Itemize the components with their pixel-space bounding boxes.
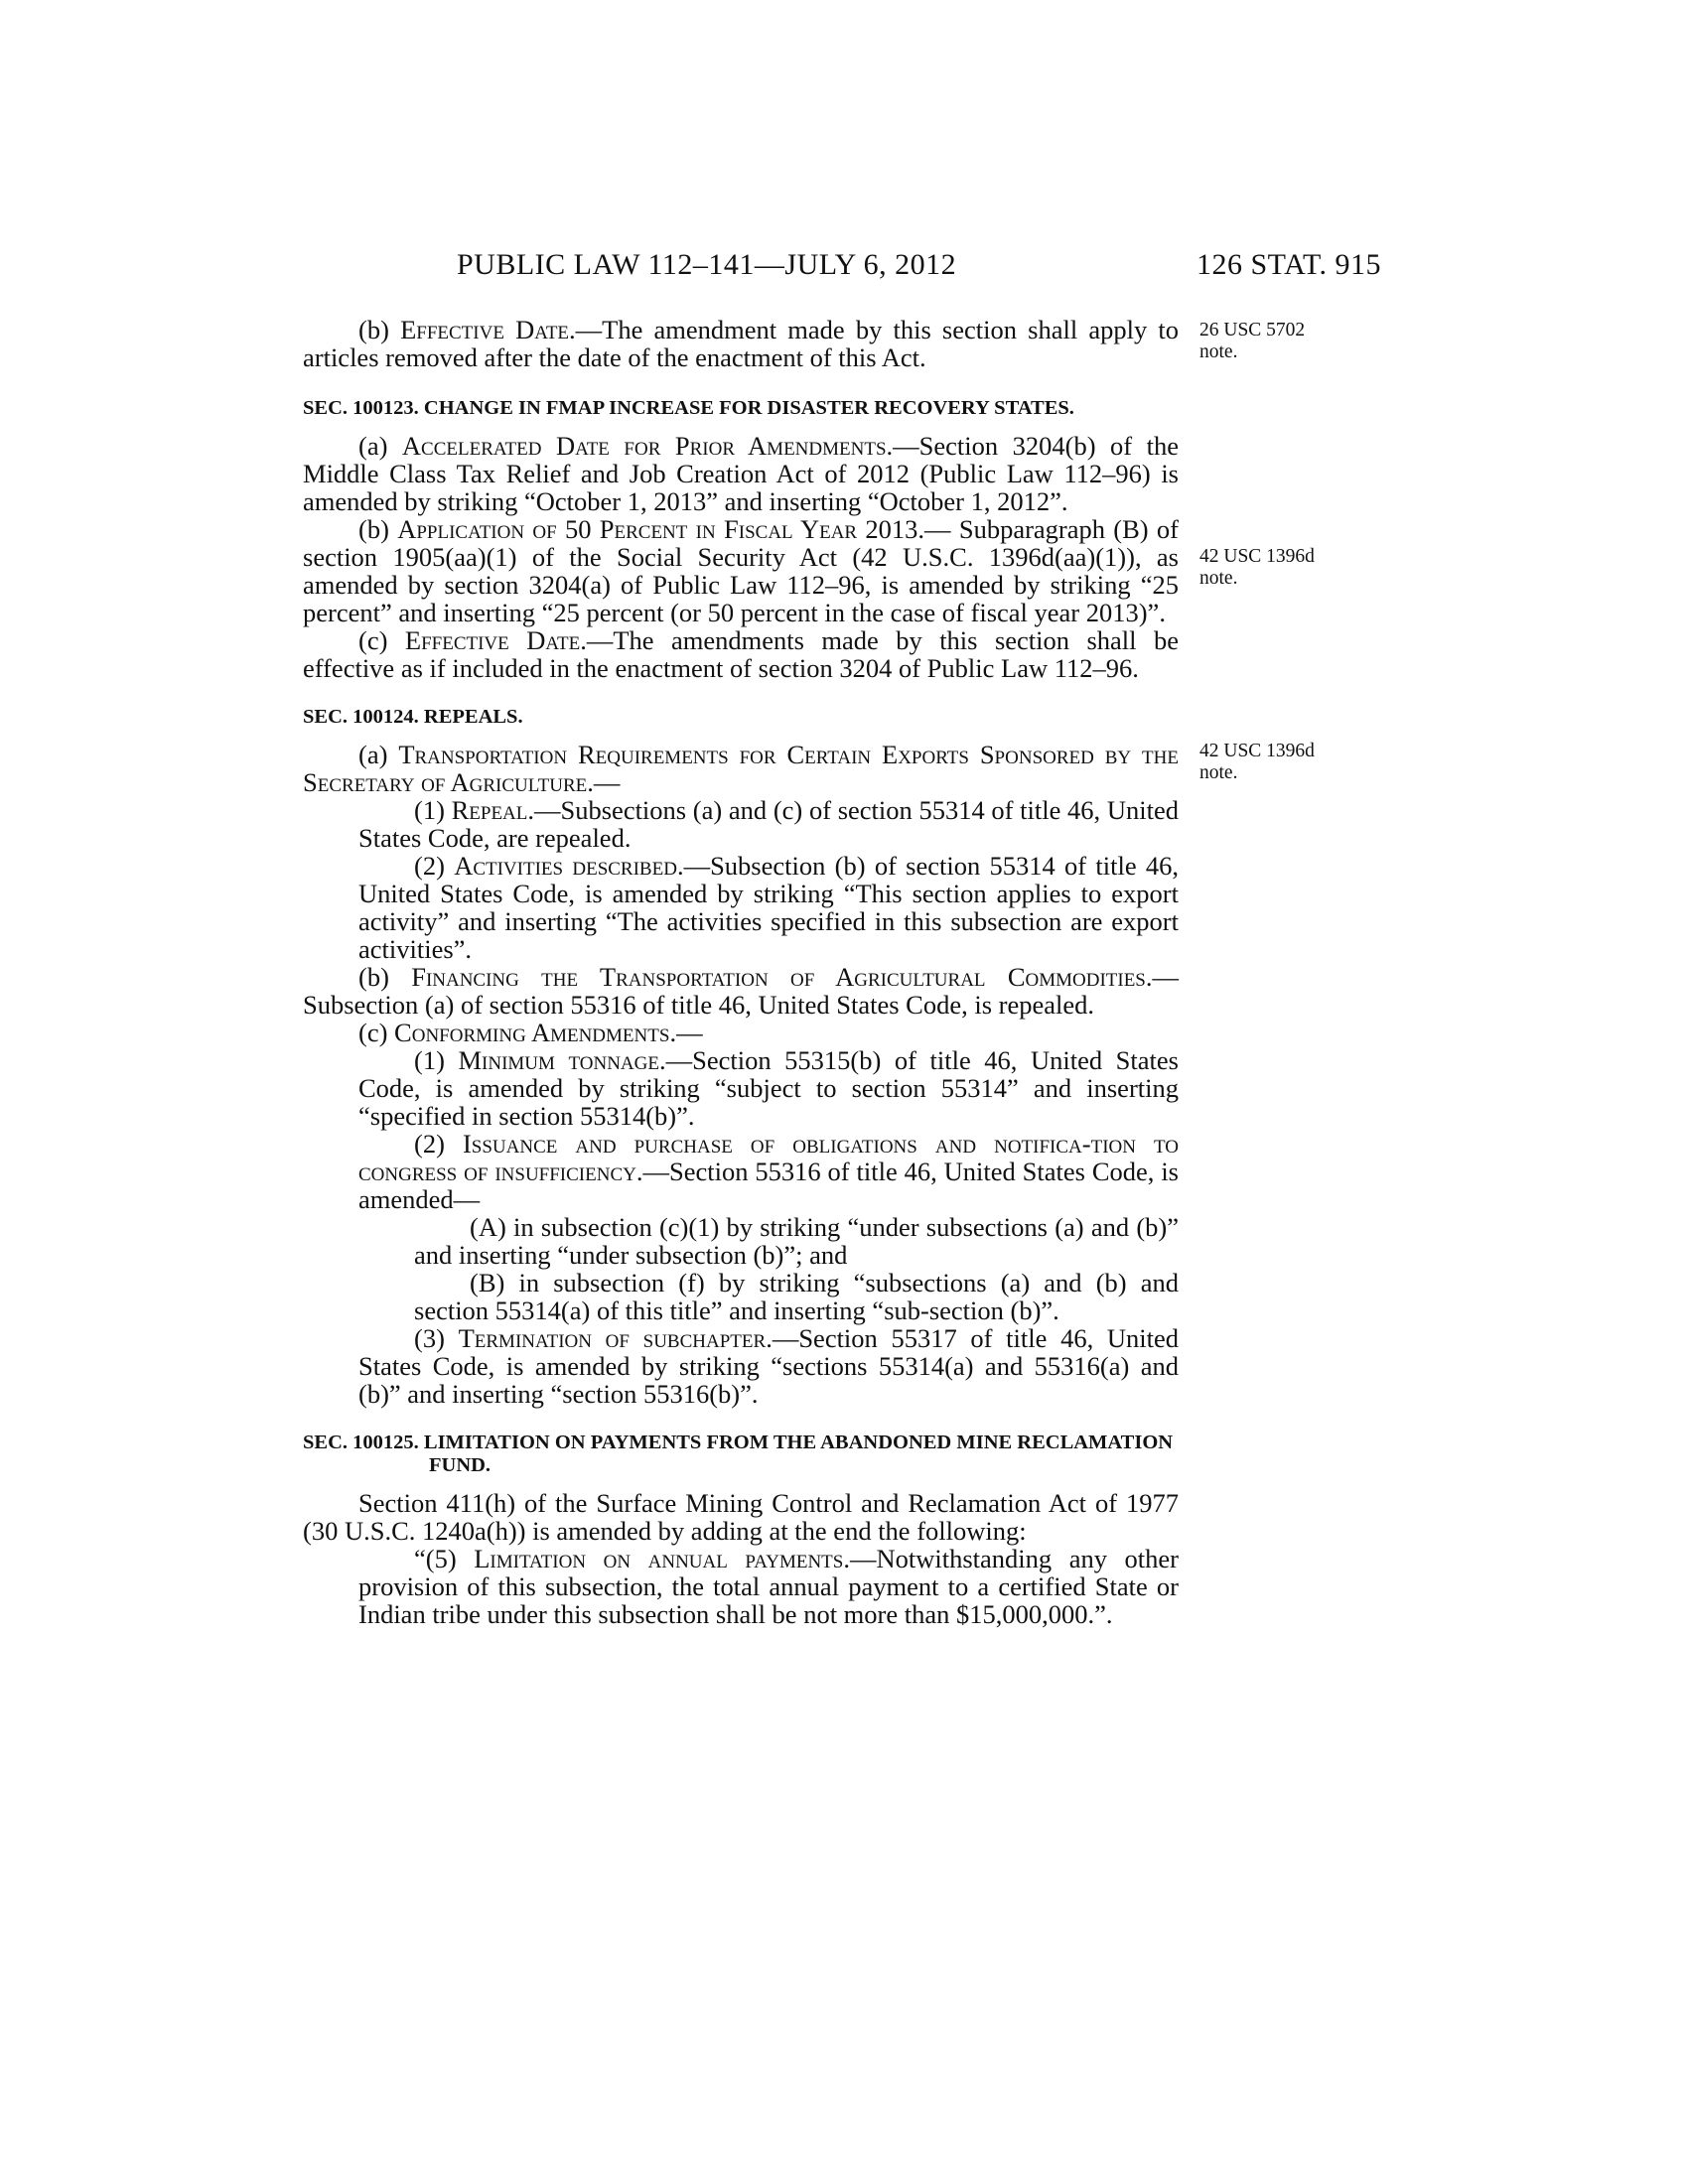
- running-header-title: PUBLIC LAW 112–141—JULY 6, 2012: [457, 248, 957, 281]
- paragraph-1: (1) Repeal.—Subsections (a) and (c) of section 55314 of title 46, United States Code, are repealed.: [358, 795, 1179, 853]
- quoted-paragraph-5: “(5) Limitation on annual payments.—Notwithstanding any other provision of this subsection, the total annual payment to a certified State or Indian tribe under this subsection shall be not more than $15,000,000.”.: [358, 1544, 1179, 1629]
- page-number: 126 STAT. 915: [1196, 248, 1382, 281]
- subsection-c: (c) Conforming Amendments.—: [358, 1018, 703, 1047]
- section-text: Section 411(h) of the Surface Mining Control and Reclamation Act of 1977 (30 U.S.C. 1240a(h)) is amended by adding at the end the following:: [303, 1488, 1179, 1546]
- subsection-b: (b) Financing the Transportation of Agricultural Commodities.—Subsection (a) of section 55316 of title 46, United States Code, is repealed.: [303, 962, 1180, 1020]
- subparagraph-A: (A) in subsection (c)(1) by striking “under subsections (a) and (b)” and inserting “under subsection (b)”; and: [414, 1212, 1179, 1270]
- section-heading: SEC. 100123. CHANGE IN FMAP INCREASE FOR DISASTER RECOVERY STATES.: [303, 397, 1074, 419]
- paragraph-effective-date: (b) Effective Date.—The amendment made by this section shall apply to articles removed after the date of the enactment of this Act.: [303, 315, 1179, 372]
- section-heading: SEC. 100124. REPEALS.: [303, 706, 523, 728]
- section-heading: SEC. 100125. LIMITATION ON PAYMENTS FROM THE ABANDONED MINE RECLAMATION FUND.: [303, 1432, 1174, 1476]
- subparagraph-B: (B) in subsection (f) by striking “subsections (a) and (b) and section 55314(a) of this title” and inserting “sub-section (b)”.: [414, 1268, 1179, 1325]
- margin-note: 42 USC 1396d note.: [1199, 741, 1315, 783]
- subsection-a: (a) Accelerated Date for Prior Amendments.—Section 3204(b) of the Middle Class Tax Relief and Job Creation Act of 2012 (Public Law 112–96) is amended by striking “October 1, 2013” and inserting “October 1, 2012”.: [303, 431, 1179, 516]
- subsection-c: (c) Effective Date.—The amendments made by this section shall be effective as if included in the enactment of section 3204 of Public Law 112–96.: [303, 625, 1180, 683]
- margin-note: 42 USC 1396d note.: [1199, 546, 1315, 589]
- paragraph-2: (2) Activities described.—Subsection (b) of section 55314 of title 46, United States Code, is amended by striking “This section applies to export activity” and inserting “The activities specified in this subsection are export activities”.: [358, 851, 1180, 964]
- margin-note: 26 USC 5702 note.: [1199, 320, 1306, 362]
- paragraph-2: (2) Issuance and purchase of obligations and notifica-tion to congress of insufficiency.—Section 55316 of title 46, United States Code, is amended—: [358, 1129, 1179, 1214]
- subsection-a: (a) Transportation Requirements for Certain Exports Sponsored by the Secretary of Agriculture.—: [303, 740, 1179, 797]
- subsection-b: (b) Application of 50 Percent in Fiscal Year 2013.— Subparagraph (B) of section 1905(aa)(1) of the Social Security Act (42 U.S.C. 1396d(aa)(1)), as amended by section 3204(a) of Public Law 112–96, is amended by striking “25 percent” and inserting “25 percent (or 50 percent in the case of fiscal year 2013)”.: [303, 514, 1179, 627]
- document-body: [303, 316, 1179, 1628]
- paragraph-3: (3) Termination of subchapter.—Section 55317 of title 46, United States Code, is amended by striking “sections 55314(a) and 55316(a) and (b)” and inserting “section 55316(b)”.: [358, 1323, 1180, 1409]
- paragraph-1: (1) Minimum tonnage.—Section 55315(b) of title 46, United States Code, is amended by striking “subject to section 55314” and inserting “specified in section 55314(b)”.: [358, 1045, 1179, 1131]
